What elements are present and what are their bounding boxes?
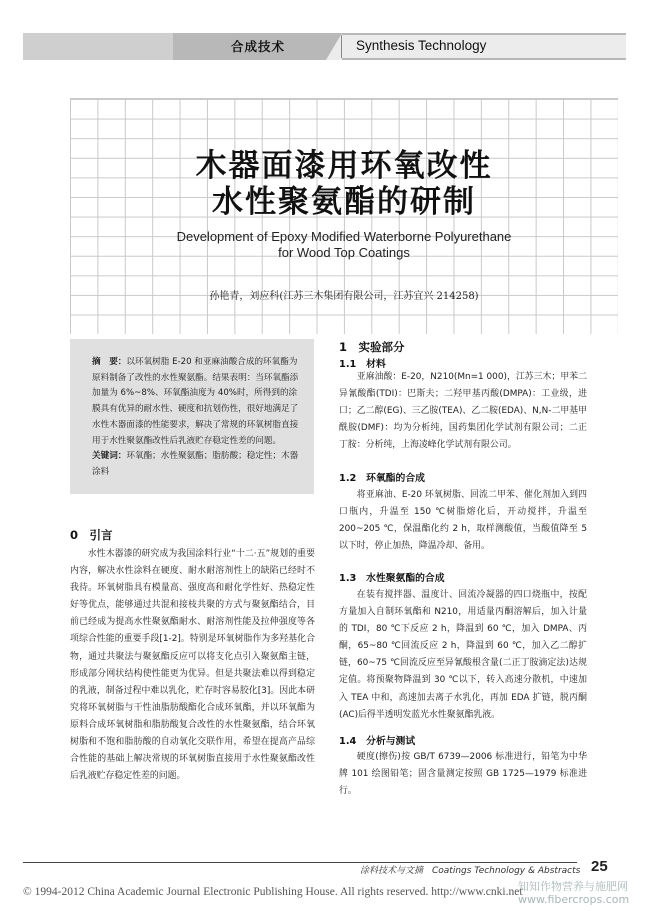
footer-journal-name: 涂料技术与文摘 Coatings Technology & Abstracts <box>360 866 581 876</box>
keywords-paragraph <box>92 449 304 480</box>
article-title-line1: 木器面漆用环氧改性 <box>195 148 493 184</box>
header-notch <box>326 33 342 60</box>
article-subtitle-line1: Development of Epoxy Modified Waterborne Polyurethane <box>176 229 512 244</box>
section-name-en: Synthesis Technology <box>356 38 487 53</box>
abstract-paragraph <box>92 355 304 449</box>
section-header-band <box>23 33 626 60</box>
copyright-line: © 1994-2012 China Academic Journal Electronic Publishing House. All rights reserved. http://www.cnki.net <box>23 886 523 898</box>
waterborne-pu-heading: 1.3 水性聚氨酯的合成 <box>339 573 445 584</box>
article-subtitle-line2: for Wood Top Coatings <box>278 245 410 260</box>
epoxy-ester-heading: 1.2 环氧酯的合成 <box>339 473 425 484</box>
epoxy-ester-text: 将亚麻油、E-20 环氧树脂、回流二甲苯、催化剂加入到四口瓶内，升温至 150 ℃树脂熔化后，开动搅拌，升温至 200~205 ℃，保温酯化约 2 h，取样测酸值，当酸值降至 5 以下时，停止加热，降温冷却、备用。 <box>339 490 587 552</box>
abstract-label: 摘 要： <box>92 357 127 367</box>
testing-text: 硬度(擦伤)按 GB/T 6739—2006 标准进行，铅笔为中华牌 101 绘图铅笔；固含量测定按照 GB 1725—1979 标准进行。 <box>339 752 587 797</box>
keywords-label: 关键词： <box>92 451 127 462</box>
article-authors: 孙艳青，刘应科(江苏三木集团有限公司，江苏宜兴 214258) <box>209 291 479 302</box>
page-number: 25 <box>591 858 608 875</box>
abstract-box <box>70 339 314 494</box>
header-tab-block <box>23 33 173 60</box>
section-name-cn: 合成技术 <box>231 39 286 54</box>
intro-text: 水性木器漆的研究成为我国涂料行业“十二·五”规划的重要内容，解决水性涂料在硬度、耐水耐溶剂性上的缺陷已经时不我待。环氧树脂具有模量高、强度高和耐化学性好、热稳定性好等优点，能够通过共混和接枝共聚的方式与聚氨酯结合，目前已经成为提高水性聚氨酯耐水、耐溶剂性能及拉伸强度等各项综合性能的重要手段[1-2]。特别是环氧树脂作为多羟基化合物，通过共聚法与聚氨酯反应可以将支化点引入聚氨酯主链，形成部分网状结构使性能更为优异。但是共聚法难以得到稳定的乳液，制备过程中难以乳化，贮存时容易胶化[3]。因此本研究将环氧树脂与干性油脂肪酸酯化合成环氧酯，并以环氧酯为原料合成环氧树脂和脂肪酸复合改性的水性聚氨酯，结合环氧树脂和不饱和脂肪酸的自动氧化交联作用，希望在提高产品综合性能的基础上解决常规的环氧树脂直接用于水性聚氨酯改性后乳液贮存稳定性差的问题。 <box>70 549 315 782</box>
testing-heading: 1.4 分析与测试 <box>339 736 416 747</box>
intro-heading: 0 引言 <box>70 528 113 542</box>
materials-text: 亚麻油酸：E-20，N210(Mn=1 000)，江苏三木；甲苯二异氰酸酯(TDI)：巴斯夫；二羟甲基丙酸(DMPA)：工业级，进口；乙二醇(EG)、三乙胺(TEA)、乙二胺(EDA)、N,N-二甲基甲酰胺(DMF)：均为分析纯，国药集团化学试剂有限公司；二正丁胺：分析纯，上海凌峰化学试剂有限公司。 <box>339 372 587 451</box>
keywords-text: 环氧酯；水性聚氨酯；脂肪酸；稳定性；木器涂料 <box>92 451 299 477</box>
waterborne-pu-text: 在装有搅拌器、温度计、回流冷凝器的四口烧瓶中，按配方量加入自制环氧酯和 N210，用适量丙酮溶解后，加入计量的 TDI，80 ℃下反应 2 h，降温到 60 ℃，加入 DMPA、丙酮，65~80 ℃回流反应 2 h，降温到 60 ℃，加入乙二醇扩链，60~75 ℃回流反应至异氰酸根含量(二正丁胺滴定法)达规定值。将预聚物降温到 30 ℃以下，转入高速分散机，中速加入 TEA 中和，高速加去离子水乳化，再加 EDA 扩链，脱丙酮(AC)后得半透明发蓝光水性聚氨酯乳液。 <box>339 590 587 720</box>
abstract-text: 以环氧树脂 E-20 和亚麻油酸合成的环氧酯为原料制备了改性的水性聚氨酯。结果表明：当环氧酯添加量为 6%~8%、环氧酯油度为 40%时，所得到的涂膜具有优异的耐水性、硬度和抗划伤性，很好地满足了水性木器面漆的性能要求，解决了常规的环氧树脂直接用于水性聚氨酯改性后乳液贮存稳定性差的问题。 <box>92 357 299 446</box>
experiment-heading: 1 实验部分 <box>339 340 405 354</box>
article-title-line2: 水性聚氨酯的研制 <box>212 184 476 220</box>
site-watermark: 知知作物营养与施肥网 www.fibercrops.com <box>518 880 630 906</box>
section-name-en-box <box>341 35 626 58</box>
materials-heading: 1.1 材料 <box>339 359 386 370</box>
